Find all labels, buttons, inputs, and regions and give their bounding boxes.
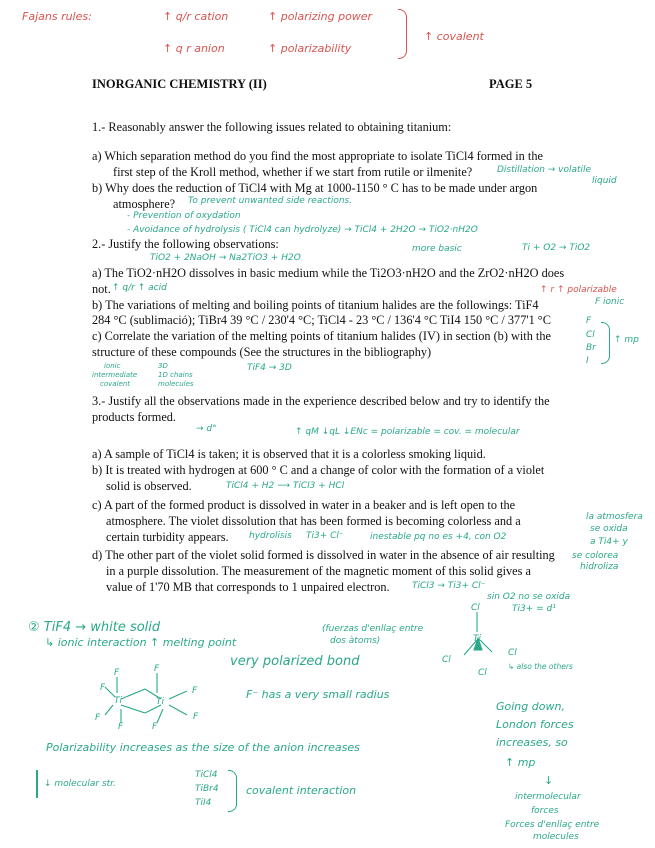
note-molecular-str: ↓ molecular str. — [44, 779, 116, 789]
q3-d-line1: d) The other part of the violet solid formed is dissolved in water in the absence of air resulting — [92, 548, 555, 562]
q3-b-line2: solid is observed. — [106, 479, 192, 493]
note-ti3-cl: Ti3+ Cl⁻ — [306, 531, 344, 541]
note-halide-f: F — [586, 316, 592, 326]
q3-c-line3: certain turbidity appears. — [106, 530, 229, 544]
q1-intro: 1.- Reasonably answer the following issues related to obtaining titanium: — [92, 120, 452, 134]
note-naoh-reaction: TiO2 + 2NaOH → Na2TiO3 + H2O — [150, 253, 301, 263]
note-tibr4: TiBr4 — [195, 784, 219, 794]
q2-b-line1: b) The variations of melting and boiling points of titanium halides are the followings: TiF4 — [92, 298, 539, 312]
note-more-basic: more basic — [412, 244, 462, 254]
q3-b-line1: b) It is treated with hydrogen at 600 ° C and a change of color with the formation of a violet — [92, 463, 545, 477]
note-ionic: ionic — [104, 362, 121, 370]
q1-a-line1: a) Which separation method do you find the most appropriate to isolate TiCl4 formed in the — [92, 149, 543, 163]
q1-a-line2: first step of the Kroll method, whether if we start from rutile or ilmenite? — [113, 165, 473, 179]
note-1d-chains: 1D chains — [158, 371, 193, 379]
note-side-oxida: se oxida — [590, 524, 628, 534]
q2-c-line2: structure of these compounds (See the structures in the bibliography) — [92, 345, 432, 359]
note-qr-acid: ↑ q/r ↑ acid — [112, 283, 167, 293]
struct-cl-right: Cl — [508, 648, 517, 658]
note-intermolecular: intermolecular — [515, 792, 581, 802]
note-fuerzas-enllac: (fuerzas d'enllaç entre — [322, 624, 424, 634]
note-prevention-oxydation: - Prevention of oxydation — [127, 211, 241, 221]
ticl4-structure-diagram — [452, 600, 512, 670]
struct-f-right1: F — [192, 686, 198, 696]
struct-cl-top: Cl — [471, 603, 480, 613]
note-brace-top — [398, 9, 407, 59]
note-dos-atoms: dos àtoms) — [330, 636, 381, 646]
struct-f-bottom1: F — [118, 722, 124, 732]
note-ti3-d1: Ti3+ = d¹ — [512, 604, 556, 614]
struct-f-left: F — [100, 683, 106, 693]
note-polarizing-power: ↑ polarizing power — [268, 10, 373, 23]
note-mp: ↑ mp — [614, 335, 639, 345]
note-distillation: Distillation → volatile — [497, 165, 592, 175]
note-fajans-rules: Fajans rules: — [22, 10, 92, 23]
note-arrow-shaft — [36, 770, 38, 798]
note-r-polarizable: ↑ r ↑ polarizable — [540, 285, 617, 295]
struct-f-bottom2: F — [152, 722, 158, 732]
note-ticl4: TiCl4 — [195, 770, 218, 780]
note-sin-o2: sin O2 no se oxida — [487, 592, 571, 602]
struct-ti-2: Ti — [156, 697, 164, 707]
note-ticl4-h2: TiCl4 + H2 ⟶ TiCl3 + HCl — [226, 481, 345, 491]
note-tii4: TiI4 — [195, 798, 212, 808]
note-molecules-bottom: molecules — [533, 832, 579, 842]
q3-a-line: a) A sample of TiCl4 is taken; it is observed that it is a colorless smoking liquid. — [92, 447, 486, 461]
note-molecules: molecules — [158, 380, 194, 388]
note-side-ti4: a Ti4+ y — [590, 537, 628, 547]
q3-c-line2: atmosphere. The violet dissolution that has been formed is becoming colorless and a — [106, 514, 521, 528]
note-intermediate: intermediate — [92, 371, 138, 379]
note-covalent-small: covalent — [100, 380, 130, 388]
note-avoidance-hydrolysis: - Avoidance of hydrolysis ( TiCl4 can hydrolyze) → TiCl4 + 2H2O → TiO2·nH2O — [127, 225, 478, 235]
note-forces2: forces — [531, 806, 559, 816]
struct-ti-center: Ti — [473, 634, 481, 644]
note-halide-i: I — [586, 356, 589, 366]
q2-a-line1: a) The TiO2·nH2O dissolves in basic medium while the Ti2O3·nH2O and the ZrO2·nH2O does — [92, 266, 565, 280]
note-halide-cl: Cl — [586, 330, 595, 340]
q3-d-line2: in a purple dissolution. The measurement of the magnetic moment of this solid gives a — [106, 564, 531, 578]
q1-b-line1: b) Why does the reduction of TiCl4 with Mg at 1000-1150 ° C has to be made under argon — [92, 181, 538, 195]
note-very-polarized-bond: very polarized bond — [230, 654, 360, 669]
note-brace-halides — [601, 322, 610, 364]
note-forces-enllac: Forces d'enllaç entre — [505, 820, 600, 830]
struct-f-right2: F — [193, 712, 199, 722]
note-ionic-interaction: ↳ ionic interaction ↑ melting point — [45, 636, 237, 649]
note-side-atmosfera: la atmosfera — [586, 512, 643, 522]
note-f-ionic: F ionic — [595, 297, 625, 307]
note-qr-anion: ↑ q r anion — [163, 42, 225, 55]
note-f-small-radius: F⁻ has a very small radius — [246, 688, 390, 701]
note-mp-bottom: ↑ mp — [505, 756, 536, 769]
note-down-arrow: ↓ — [544, 774, 554, 787]
q2-c-line1: c) Correlate the variation of the melting points of titanium halides (IV) in section (b) with the — [92, 329, 551, 343]
note-ti-o2: Ti + O2 → TiO2 — [522, 243, 591, 253]
struct-f-left2: F — [95, 713, 101, 723]
q3-intro-line1: 3.- Justify all the observations made in the experience described below and try to identify the — [92, 394, 550, 408]
note-covalent-interaction: covalent interaction — [246, 784, 357, 797]
note-side-hidroliza: hidroliza — [580, 562, 619, 572]
q2-b-line2: 284 °C (sublimació); TiBr4 39 °C / 230'4 °C; TiCl4 - 23 °C / 136'4 °C TiI4 150 °C / 377'1 °C — [92, 313, 551, 327]
note-going-down: Going down, — [496, 700, 565, 713]
note-polarizable-row: ↑ qM ↓qL ↓ENc = polarizable = cov. = molecular — [295, 427, 520, 437]
note-3d: 3D — [158, 362, 168, 370]
note-liquid: liquid — [592, 176, 617, 186]
q1-b-line2: atmosphere? — [113, 197, 176, 211]
struct-cl-left: Cl — [442, 655, 451, 665]
note-halide-br: Br — [586, 343, 596, 353]
note-tif4-white-solid: ② TiF4 → white solid — [28, 620, 161, 635]
note-side-colorea: se colorea — [572, 551, 619, 561]
note-inestable: inestable pq no es +4, con O2 — [370, 532, 507, 542]
note-ticl3-ti3: TiCl3 → Ti3+ Cl⁻ — [412, 581, 486, 591]
q2-a-line2: not. — [92, 282, 111, 296]
q3-d-line3: value of 1'70 MB that corresponds to 1 unpaired electron. — [106, 580, 390, 594]
page-title: INORGANIC CHEMISTRY (II) — [92, 77, 267, 91]
note-london-forces: London forces — [496, 718, 574, 731]
note-brace-halides-bottom — [228, 770, 237, 812]
q2-intro: 2.- Justify the following observations: — [92, 237, 279, 251]
q3-intro-line2: products formed. — [92, 410, 177, 424]
note-prevent-side-reactions: To prevent unwanted side reactions. — [188, 196, 353, 206]
note-qr-cation: ↑ q/r cation — [163, 10, 229, 23]
note-polarizability: ↑ polarizability — [268, 42, 352, 55]
note-increases-so: increases, so — [496, 736, 568, 749]
struct-f-top2: F — [154, 664, 160, 674]
note-also-others: ↳ also the others — [508, 662, 573, 671]
note-hydrolisis: hydrolisis — [249, 531, 292, 541]
note-polarizability-increases: Polarizability increases as the size of the anion increases — [46, 741, 360, 754]
struct-f-top1: F — [114, 668, 120, 678]
struct-cl-bottom: Cl — [478, 668, 487, 678]
note-covalent: ↑ covalent — [424, 30, 484, 43]
struct-ti-1: Ti — [114, 696, 122, 706]
note-tif4-3d: TiF4 → 3D — [247, 363, 292, 373]
page-number: PAGE 5 — [489, 77, 533, 91]
note-d0: → d° — [196, 424, 217, 434]
q3-c-line1: c) A part of the formed product is dissolved in water in a beaker and is left open to the — [92, 498, 516, 512]
